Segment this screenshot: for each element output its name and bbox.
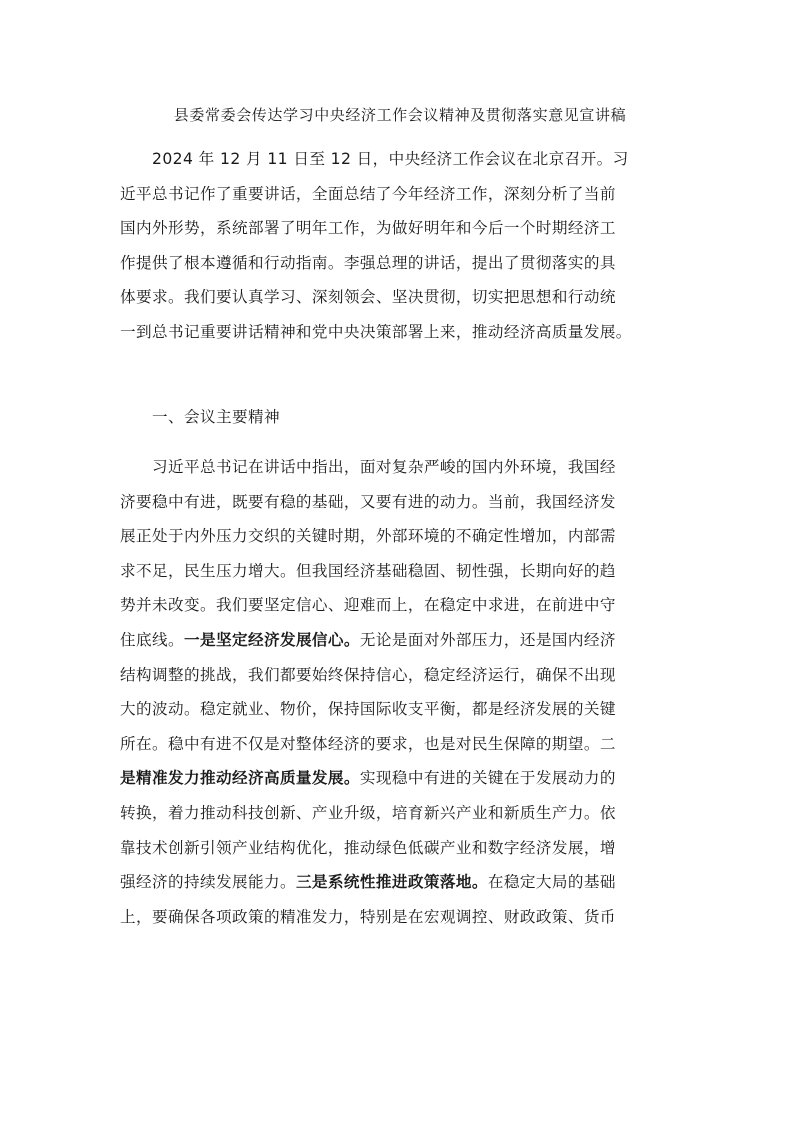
paragraph-line [120, 485, 686, 520]
paragraph-line: 一到总书记重要讲话精神和党中央决策部署上来，推动经济高质量发展。 [120, 322, 632, 341]
paragraph-line: 作提供了根本遵循和行动指南。李强总理的讲话，提出了贯彻落实的具 [120, 253, 616, 272]
intro-paragraph [120, 142, 686, 350]
paragraph-line [120, 658, 686, 693]
text-run: 展正处于内外压力交织的关键时期，外部环境的不确定性增加，内部需 [120, 527, 616, 546]
paragraph-line: 国内外形势，系统部署了明年工作，为做好明年和今后一个时期经济工 [120, 219, 616, 238]
paragraph-line [120, 692, 686, 727]
main-paragraph [120, 450, 686, 934]
text-run: 实现稳中有进的关键在于发展动力的 [359, 769, 616, 788]
text-run: 所在。稳中有进不仅是对整体经济的要求，也是对民生保障的期望。二 [120, 734, 616, 753]
text-run: 靠技术创新引领产业结构优化，推动绿色低碳产业和数字经济发展，增 [120, 838, 616, 857]
paragraph-line [120, 519, 686, 554]
paragraph-line: 近平总书记作了重要讲话，全面总结了今年经济工作，深刻分析了当前 [120, 184, 616, 203]
section-heading: 一、会议主要精神 [152, 408, 280, 426]
paragraph-line [120, 727, 686, 762]
text-run: 势并未改变。我们要坚定信心、迎难而上，在稳定中求进，在前进中守 [120, 596, 616, 615]
text-run: 强经济的持续发展能力。 [120, 873, 296, 892]
text-run: 济要稳中有进，既要有稳的基础，又要有进的动力。当前，我国经济发 [120, 492, 616, 511]
paragraph-line [120, 450, 686, 485]
paragraph-line [120, 623, 686, 658]
text-run: 结构调整的挑战，我们都要始终保持信心，稳定经济运行，确保不出现 [120, 665, 616, 684]
bold-run: 一是坚定经济发展信心。 [183, 630, 360, 649]
bold-run: 三是系统性推进政策落地。 [295, 873, 488, 892]
document-title: 县委常委会传达学习中央经济工作会议精神及贯彻落实意见宣讲稿 [173, 106, 627, 124]
text-run: 求不足，民生压力增大。但我国经济基础稳固、韧性强，长期向好的趋 [120, 561, 616, 580]
paragraph-line [120, 554, 686, 589]
paragraph-line [120, 831, 686, 866]
paragraph-line [120, 761, 686, 796]
paragraph-line [120, 865, 686, 900]
paragraph-line [120, 796, 686, 831]
bold-run: 是精准发力推动经济高质量发展。 [120, 769, 360, 788]
text-run: 无论是面对外部压力，还是国内经济 [359, 630, 616, 649]
text-run: 住底线。 [120, 630, 184, 649]
text-run: 转换，着力推动科技创新、产业升级，培育新兴产业和新质生产力。依 [120, 803, 616, 822]
text-run: 在稳定大局的基础 [487, 873, 616, 892]
text-run: 习近平总书记在讲话中指出，面对复杂严峻的国内外环境，我国经 [152, 458, 616, 476]
paragraph-line: 体要求。我们要认真学习、深刻领会、坚决贯彻，切实把思想和行动统 [120, 288, 616, 307]
paragraph-line [120, 588, 686, 623]
text-run: 大的波动。稳定就业、物价，保持国际收支平衡，都是经济发展的关键 [120, 700, 616, 719]
paragraph-line [120, 900, 686, 935]
paragraph-line: 2024 年 12 月 11 日至 12 日，中央经济工作会议在北京召开。习 [152, 150, 629, 168]
text-run: 上，要确保各项政策的精准发力，特别是在宏观调控、财政政策、货币 [120, 907, 616, 926]
